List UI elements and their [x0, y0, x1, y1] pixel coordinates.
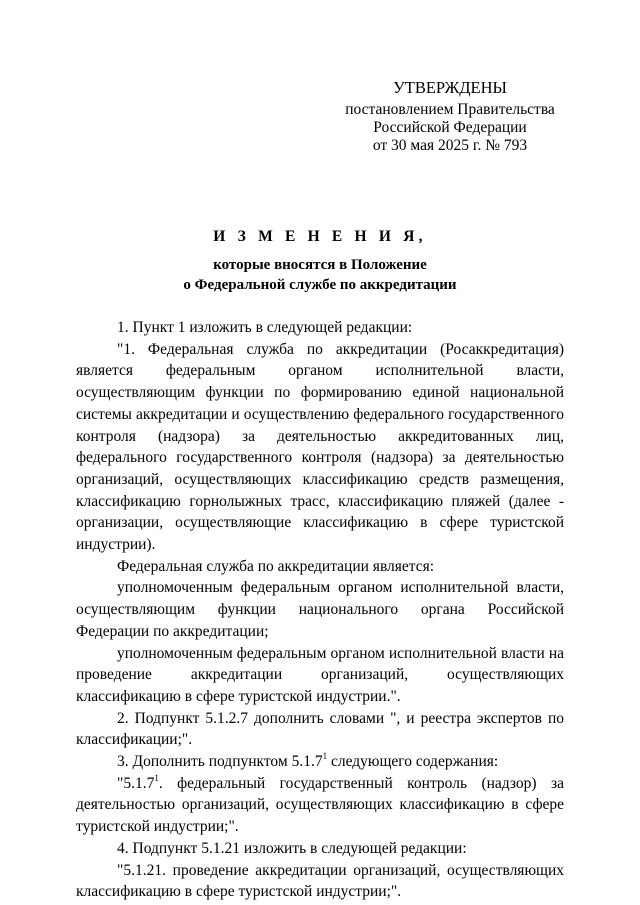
document-body: [76, 317, 564, 903]
approval-line-3: от 30 мая 2025 г. № 793: [372, 137, 528, 154]
approval-line-2: Российской Федерации: [373, 119, 527, 136]
title-sub-1: которые вносятся в Положение: [213, 257, 427, 273]
approval-line-1: постановлением Правительства: [345, 101, 555, 118]
paragraph-8-text-a: "5.1.7: [117, 774, 155, 792]
paragraph-7-text-b: следующего содержания:: [327, 753, 499, 771]
title-sub-2: о Федеральной службе по аккредитации: [183, 277, 457, 293]
paragraph-6: 2. Подпункт 5.1.2.7 дополнить словами ", и реестра экспертов по классификации;".: [76, 709, 564, 749]
paragraph-10: "5.1.21. проведение аккредитации организаций, осуществляющих классификацию в сфере туристской индустрии;".: [76, 861, 564, 901]
paragraph-7-text-a: 3. Дополнить подпунктом 5.1.7: [117, 753, 323, 771]
document-title: [0, 227, 640, 295]
paragraph-4: уполномоченным федеральным органом исполнительной власти, осуществляющим функции национального органа Российской Федерации по аккредитации;: [76, 579, 564, 640]
paragraph-7: [76, 751, 564, 773]
approval-heading: УТВЕРЖДЕНЫ: [393, 78, 507, 97]
paragraph-1: 1. Пункт 1 изложить в следующей редакции:: [117, 319, 413, 336]
paragraph-3: Федеральная служба по аккредитации является:: [117, 557, 435, 575]
paragraph-7-superscript: 1: [322, 750, 328, 761]
paragraph-5: уполномоченным федеральным органом исполнительной власти на проведение аккредитации организаций, осуществляющих классификацию в сфере туристской индустрии.".: [76, 644, 564, 705]
title-main: И З М Е Н Е Н И Я,: [213, 228, 427, 245]
paragraph-9: 4. Подпункт 5.1.21 изложить в следующей редакции:: [117, 839, 467, 857]
paragraph-8-text-b: . федеральный государственный контроль (надзор) за деятельностью организаций, осуществляющих классификацию в сфере туристской индустрии;".: [76, 774, 564, 836]
paragraph-8: [76, 773, 564, 838]
approval-stamp: [340, 79, 560, 155]
paragraph-8-superscript: 1: [154, 772, 159, 783]
paragraph-2: "1. Федеральная служба по аккредитации (Росаккредитация) является федеральным органом исполнительной власти, осуществляющим функции по формированию единой национальной системы аккредитации и осуществлению федерального государственного контроля (надзора) за деятельностью аккредитованных лиц, федерального государственного контроля (надзора) за деятельностью организаций, осуществляющих классификацию средств размещения, классификацию горнолыжных трасс, классификацию пляжей (далее - организации, осуществляющие классификацию в сфере туристской индустрии).: [76, 340, 564, 554]
